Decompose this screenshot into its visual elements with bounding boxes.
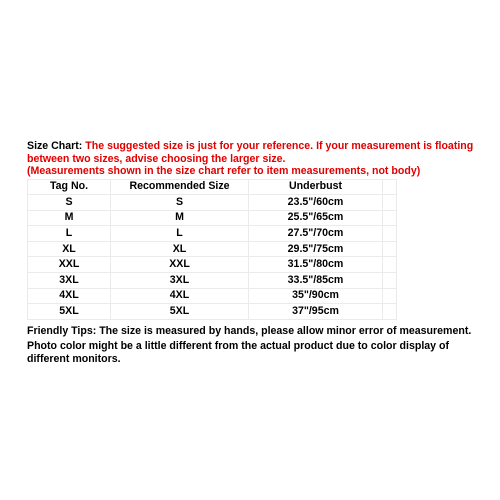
cell-underbust: 37"/95cm <box>249 304 383 320</box>
cell-underbust: 35"/90cm <box>249 288 383 304</box>
table-row <box>28 226 397 242</box>
cell-empty <box>383 195 397 211</box>
cell-tag-no: 4XL <box>28 288 111 304</box>
table-row <box>28 241 397 257</box>
cell-recommended-size: M <box>111 210 249 226</box>
cell-recommended-size: L <box>111 226 249 242</box>
cell-empty <box>383 273 397 289</box>
header-recommended-size: Recommended Size <box>111 179 249 195</box>
cell-empty <box>383 304 397 320</box>
cell-recommended-size: S <box>111 195 249 211</box>
size-chart-label: Size Chart: <box>27 140 83 152</box>
cell-tag-no: M <box>28 210 111 226</box>
measurement-note: (Measurements shown in the size chart refer to item measurements, not body) <box>27 165 421 177</box>
header-empty-cell <box>383 179 397 195</box>
photo-color-note: Photo color might be a little different from the actual product due to color display of different monitors. <box>27 340 450 365</box>
cell-tag-no: XL <box>28 241 111 257</box>
cell-empty <box>383 210 397 226</box>
size-table <box>27 179 397 320</box>
cell-underbust: 31.5"/80cm <box>249 257 383 273</box>
cell-underbust: 33.5"/85cm <box>249 273 383 289</box>
cell-empty <box>383 288 397 304</box>
cell-recommended-size: 5XL <box>111 304 249 320</box>
table-row <box>28 195 397 211</box>
header-underbust: Underbust <box>249 179 383 195</box>
header-tag-no: Tag No. <box>28 179 111 195</box>
cell-empty <box>383 241 397 257</box>
table-row <box>28 273 397 289</box>
table-row <box>28 257 397 273</box>
friendly-tips: Friendly Tips: The size is measured by hands, please allow minor error of measurement. <box>27 324 472 337</box>
cell-recommended-size: 3XL <box>111 273 249 289</box>
cell-empty <box>383 226 397 242</box>
table-header-row <box>28 179 397 195</box>
cell-tag-no: 5XL <box>28 304 111 320</box>
table-row <box>28 210 397 226</box>
size-chart-document <box>27 140 477 365</box>
cell-tag-no: 3XL <box>28 273 111 289</box>
size-advice-text: The suggested size is just for your reference. If your measurement is floating between two sizes, advise choosing the larger size. <box>27 140 474 165</box>
cell-underbust: 25.5"/65cm <box>249 210 383 226</box>
table-row <box>28 288 397 304</box>
cell-underbust: 23.5"/60cm <box>249 195 383 211</box>
cell-recommended-size: XXL <box>111 257 249 273</box>
cell-tag-no: XXL <box>28 257 111 273</box>
cell-recommended-size: 4XL <box>111 288 249 304</box>
cell-tag-no: L <box>28 226 111 242</box>
cell-recommended-size: XL <box>111 241 249 257</box>
table-row <box>28 304 397 320</box>
cell-empty <box>383 257 397 273</box>
cell-underbust: 29.5"/75cm <box>249 241 383 257</box>
size-chart-intro <box>27 140 477 178</box>
cell-underbust: 27.5"/70cm <box>249 226 383 242</box>
cell-tag-no: S <box>28 195 111 211</box>
